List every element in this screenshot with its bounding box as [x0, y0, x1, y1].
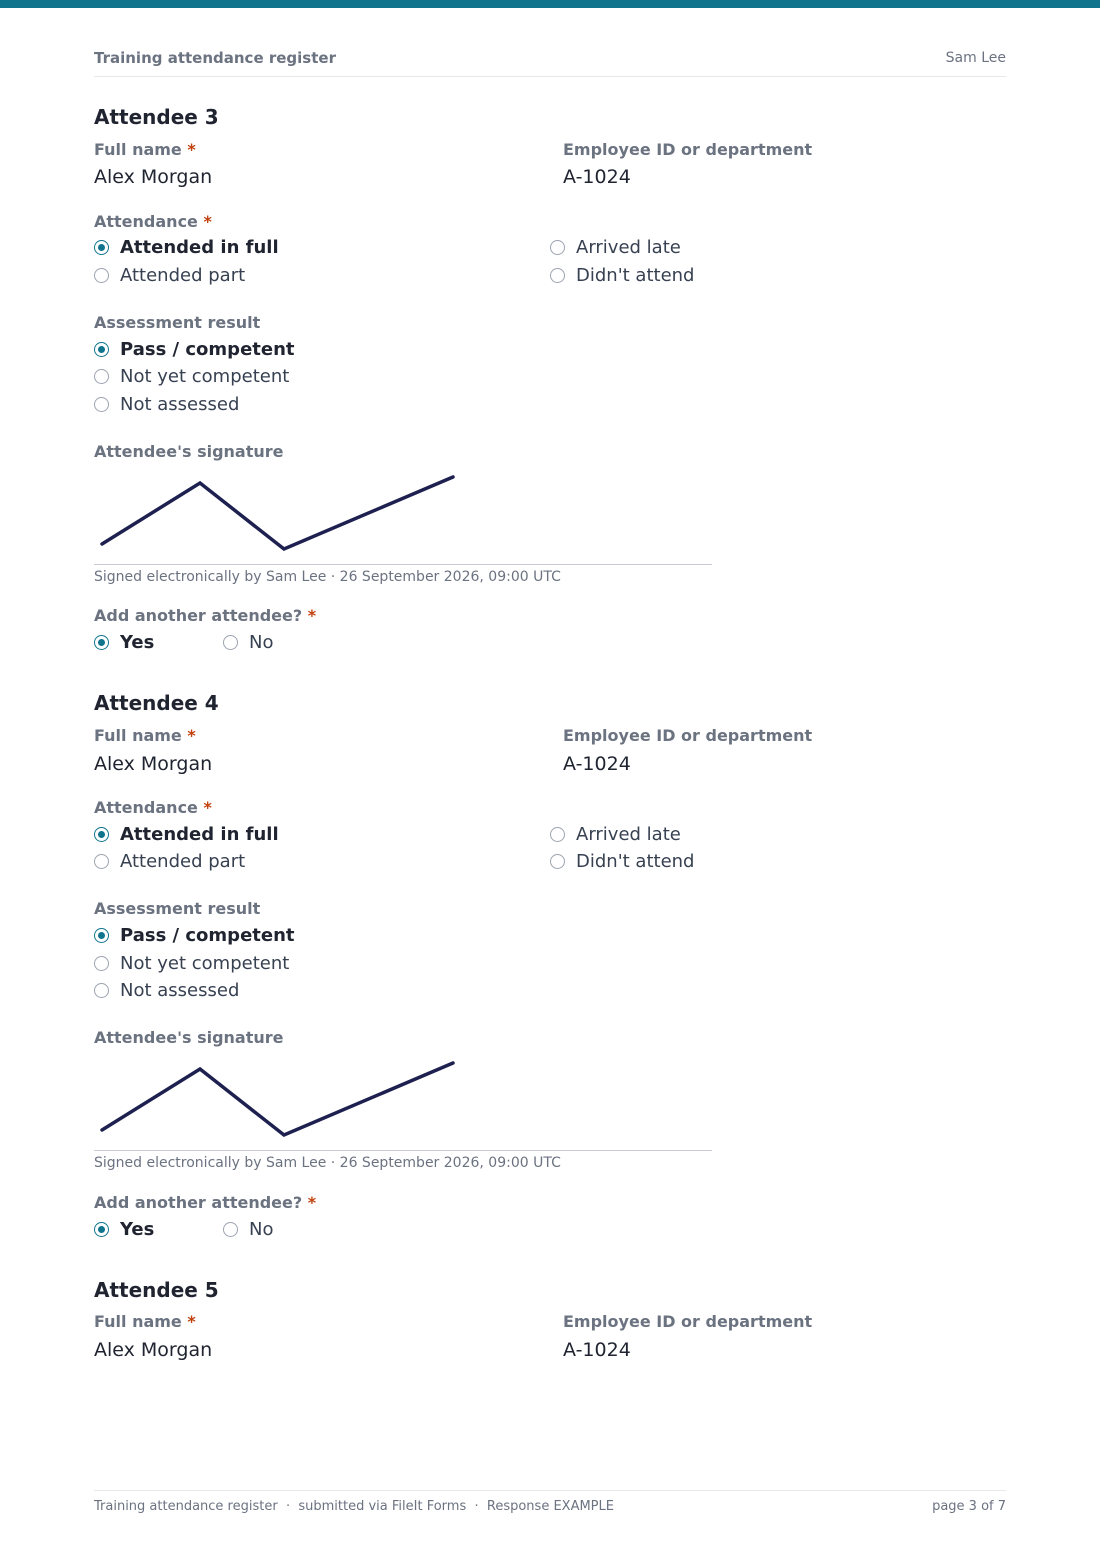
required-marker: *: [307, 1193, 317, 1212]
signature-label: Attendee's signature: [94, 442, 284, 461]
full-name-field[interactable]: Alex Morgan: [94, 166, 213, 188]
radio-empty-icon: [94, 983, 109, 998]
attendance-label: Attendance *: [94, 798, 212, 817]
radio-selected-icon: [94, 1222, 109, 1237]
required-marker: *: [307, 606, 317, 625]
radio-empty-icon: [94, 369, 109, 384]
radio-empty-icon: [94, 956, 109, 971]
page-footer: [94, 1490, 1006, 1521]
full-name-field[interactable]: Alex Morgan: [94, 1339, 213, 1361]
add-another-label: Add another attendee? *: [94, 606, 317, 625]
signature-note: Signed electronically by Sam Lee · 26 September 2026, 09:00 UTC: [94, 1155, 561, 1171]
full-name-field[interactable]: Alex Morgan: [94, 753, 213, 775]
full-name-label: Full name *: [94, 726, 196, 745]
radio-selected-icon: [94, 827, 109, 842]
required-marker: *: [203, 212, 212, 231]
required-marker: *: [187, 726, 196, 745]
radio-empty-icon: [550, 827, 565, 842]
top-accent-bar: [0, 0, 1100, 8]
required-marker: *: [203, 798, 212, 817]
assessment-label: Assessment result: [94, 313, 261, 332]
employee-id-field[interactable]: A-1024: [563, 1339, 631, 1361]
radio-empty-icon: [550, 268, 565, 283]
attendee-section: Attendee 4 Full name * Alex Morgan Employee ID or department A-1024 Attendance * Attended in full Arrived late Attended part Didn't attend Assessment result Pass / competent Not yet competent Not assessed Attendee's signature Signed electronically by Sam Lee · 26 September 2026, 09:00 UTC Add another attendee? * Yes No: [94, 691, 813, 1240]
radio-selected-icon: [94, 240, 109, 255]
required-marker: *: [187, 1312, 196, 1331]
page-header: [94, 48, 1006, 77]
employee-id-label: Employee ID or department: [563, 1312, 813, 1331]
full-name-label: Full name *: [94, 1312, 196, 1331]
employee-id-field[interactable]: A-1024: [563, 753, 631, 775]
radio-selected-icon: [94, 342, 109, 357]
signature-field: [94, 468, 712, 565]
page-number: page 3 of 7: [932, 1499, 1006, 1514]
radio-selected-icon: [94, 635, 109, 650]
radio-empty-icon: [94, 854, 109, 869]
required-marker: *: [187, 140, 196, 159]
radio-empty-icon: [94, 397, 109, 412]
employee-id-field[interactable]: A-1024: [563, 166, 631, 188]
attendee-heading: Attendee 3: [94, 105, 219, 129]
form-title: Training attendance register: [94, 49, 336, 67]
user-name: Sam Lee: [945, 50, 1006, 66]
signature-drawing: [94, 468, 712, 564]
attendee-heading: Attendee 5: [94, 1278, 219, 1302]
radio-empty-icon: [223, 1222, 238, 1237]
signature-drawing: [94, 1054, 712, 1150]
attendee-section: Attendee 3 Full name * Alex Morgan Employee ID or department A-1024 Attendance * Attended in full Arrived late Attended part Didn't attend Assessment result Pass / competent Not yet competent Not assessed Attendee's signature Signed electronically by Sam Lee · 26 September 2026, 09:00 UTC Add another attendee? * Yes No: [94, 105, 813, 653]
footer-text: Training attendance register · submitted via FileIt Forms · Response EXAMPLE: [94, 1499, 614, 1514]
radio-empty-icon: [94, 268, 109, 283]
attendee-heading: Attendee 4: [94, 691, 219, 715]
radio-empty-icon: [223, 635, 238, 650]
radio-empty-icon: [550, 854, 565, 869]
signature-field: [94, 1054, 712, 1151]
radio-selected-icon: [94, 928, 109, 943]
attendee-section: [94, 1277, 1006, 1377]
full-name-label: Full name *: [94, 140, 196, 159]
employee-id-label: Employee ID or department: [563, 140, 813, 159]
signature-label: Attendee's signature: [94, 1028, 284, 1047]
radio-empty-icon: [550, 240, 565, 255]
add-another-label: Add another attendee? *: [94, 1193, 317, 1212]
signature-note: Signed electronically by Sam Lee · 26 September 2026, 09:00 UTC: [94, 569, 561, 585]
assessment-label: Assessment result: [94, 899, 261, 918]
employee-id-label: Employee ID or department: [563, 726, 813, 745]
attendance-label: Attendance *: [94, 212, 212, 231]
